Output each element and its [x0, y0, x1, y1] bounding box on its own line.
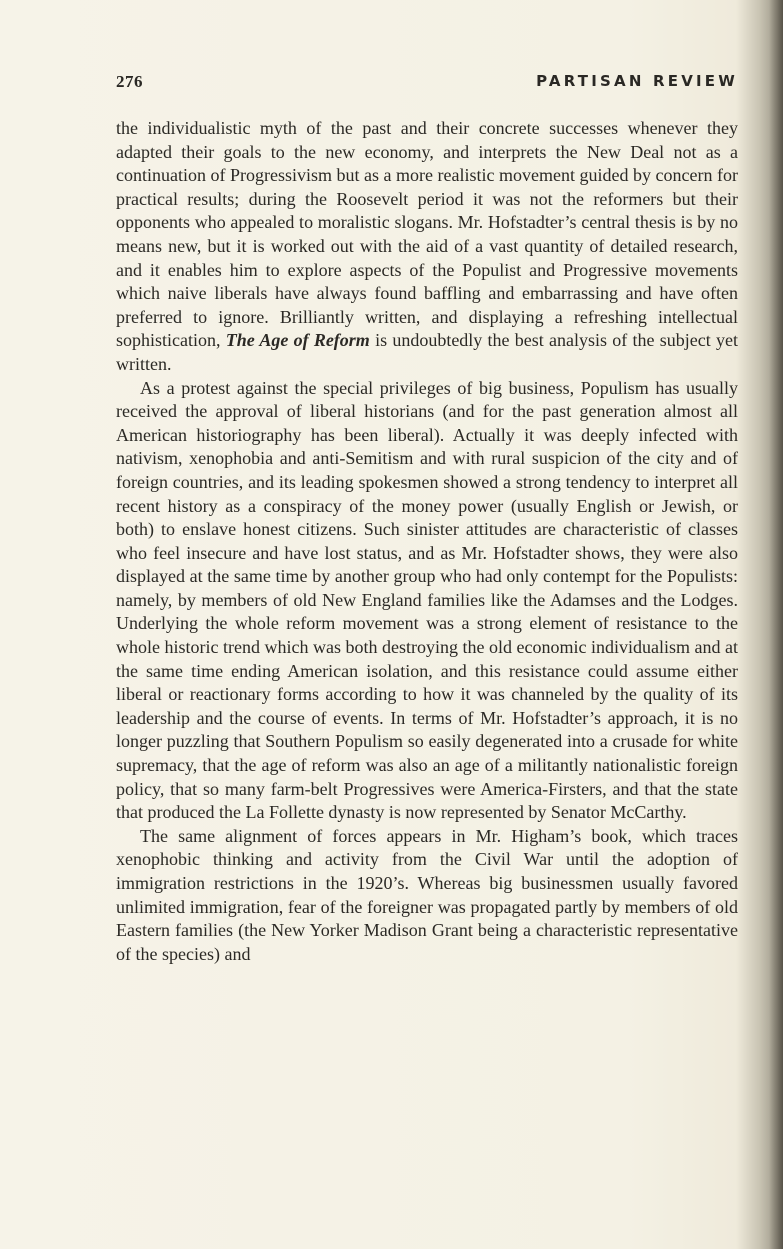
- paragraph-1: [116, 117, 738, 377]
- page-header: [116, 72, 738, 96]
- book-title-age-of-reform: The Age of Reform: [225, 330, 370, 351]
- paragraph-2: As a protest against the special privileges of big business, Populism has usually received the approval of liberal historians (and for the past generation almost all American historiography has been liberal). Actually it was deeply infected with nativism, xenophobia and anti-Semitism and with rural suspicion of the city and of foreign countries, and its leading spokesmen showed a strong tendency to interpret all recent history as a conspiracy of the money power (usually English or Jewish, or both) to enslave honest citizens. Such sinister attitudes are characteristic of classes who feel insecure and have lost status, and as Mr. Hofstadter shows, they were also displayed at the same time by another group who had only contempt for the Populists: namely, by members of old New England families like the Adamses and the Lodges. Underlying the whole reform movement was a strong element of resistance to the whole historic trend which was both destroying the old economic individualism and at the same time ending American isolation, and this resistance could assume either liberal or reactionary forms according to how it was channeled by the quality of its leadership and the course of events. In terms of Mr. Hofstadter’s approach, it is no longer puzzling that Southern Populism so easily degenerated into a crusade for white supremacy, that the age of reform was also an age of a militantly nationalistic foreign policy, that so many farm-belt Progressives were America-Firsters, and that the state that produced the La Follette dynasty is now represented by Senator McCarthy.: [116, 377, 738, 823]
- page-edge-shadow: [769, 0, 783, 1249]
- page-number: 276: [116, 72, 143, 91]
- paragraph-1-text-before: the individualistic myth of the past and their concrete successes whenever they adapted their goals to the new economy, and interprets the New Deal not as a continuation of Progressivism but as a more realistic movement guided by concern for practical results; during the Roosevelt period it was not the reformers but their opponents who appealed to moralistic slogans. Mr. Hofstadter’s central thesis is by no means new, but it is worked out with the aid of a vast quantity of detailed research, and it enables him to explore aspects of the Populist and Progressive movements which naive liberals have always found baffling and embarrassing and have often preferred to ignore. Brilliantly written, and displaying a refreshing intellectual sophistication,: [116, 118, 738, 351]
- paragraph-1-text-after: is undoubtedly the best analysis of the subject yet written.: [116, 330, 738, 374]
- paragraph-3: The same alignment of forces appears in Mr. Higham’s book, which traces xenophobic thinking and activity from the Civil War until the adoption of immigration restrictions in the 1920’s. Whereas big businessmen usually favored unlimited immigration, fear of the foreigner was propagated partly by members of old Eastern families (the New Yorker Madison Grant being a characteristic representative of the species) and: [116, 825, 738, 964]
- running-head: PARTISAN REVIEW: [536, 72, 738, 90]
- body-text: [116, 117, 738, 966]
